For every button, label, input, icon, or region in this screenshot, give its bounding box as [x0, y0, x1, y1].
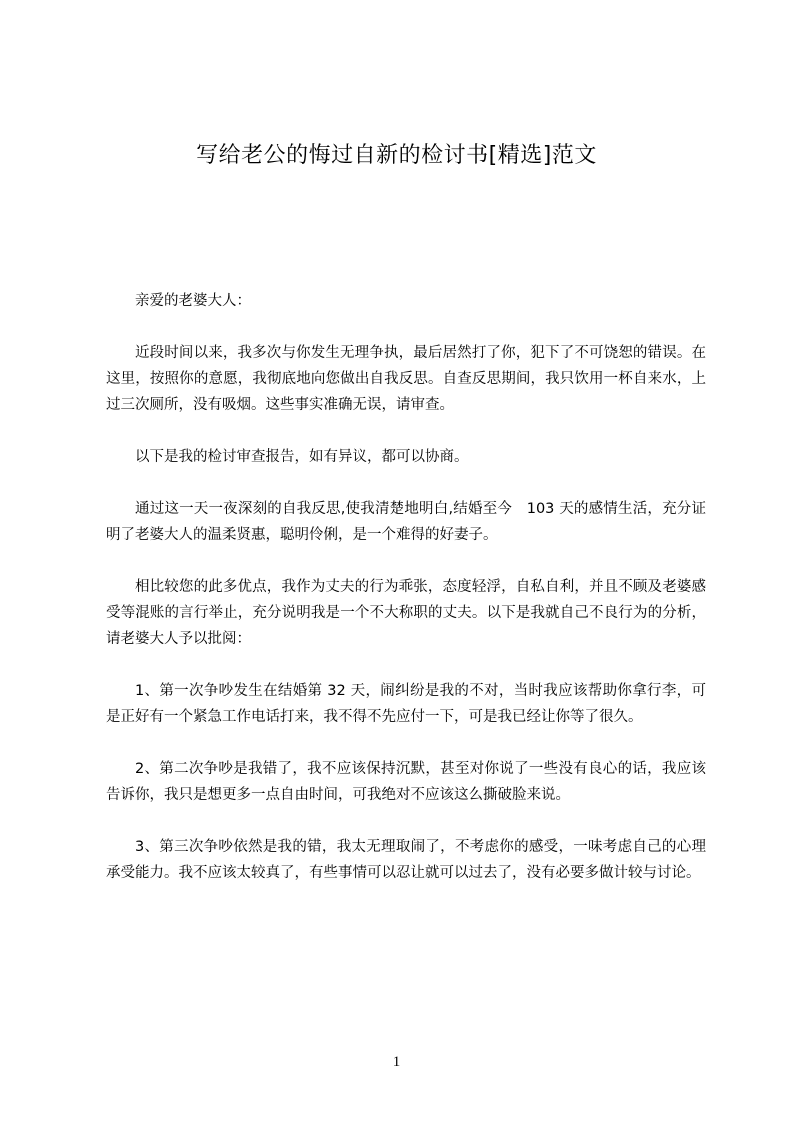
- body-paragraph: 通过这一天一夜深刻的自我反思,使我清楚地明白,结婚至今 103 天的感情生活，充分证明了老婆大人的温柔贤惠，聪明伶俐，是一个难得的好妻子。: [106, 501, 706, 543]
- body-paragraph: 以下是我的检讨审查报告，如有异议，都可以协商。: [135, 449, 469, 465]
- document-title: 写给老公的悔过自新的检讨书[精选]范文: [196, 143, 597, 168]
- greeting-paragraph: 亲爱的老婆大人：: [135, 293, 251, 309]
- body-paragraph: 近段时间以来，我多次与你发生无理争执，最后居然打了你，犯下了不可饶恕的错误。在这里，按照你的意愿，我彻底地向您做出自我反思。自查反思期间，我只饮用一杯自来水，上过三次厕所，没有吸烟。这些事实准确无误，请审查。: [106, 345, 706, 413]
- numbered-paragraph: 2、第二次争吵是我错了，我不应该保持沉默，甚至对你说了一些没有良心的话，我应该告诉你，我只是想更多一点自由时间，可我绝对不应该这么撕破脸来说。: [106, 761, 706, 803]
- numbered-paragraph: 3、第三次争吵依然是我的错，我太无理取闹了，不考虑你的感受，一味考虑自己的心理承受能力。我不应该太较真了，有些事情可以忍让就可以过去了，没有必要多做计较与讨论。: [106, 839, 706, 881]
- numbered-paragraph: 1、第一次争吵发生在结婚第 32 天，闹纠纷是我的不对，当时我应该帮助你拿行李，可是正好有一个紧急工作电话打来，我不得不先应付一下，可是我已经让你等了很久。: [106, 683, 706, 725]
- page-number: 1: [392, 1054, 401, 1070]
- document-body: [106, 288, 706, 912]
- body-paragraph: 相比较您的此多优点，我作为丈夫的行为乖张，态度轻浮，自私自利，并且不顾及老婆感受等混账的言行举止，充分说明我是一个不大称职的丈夫。以下是我就自己不良行为的分析，请老婆大人予以批阅：: [106, 579, 706, 647]
